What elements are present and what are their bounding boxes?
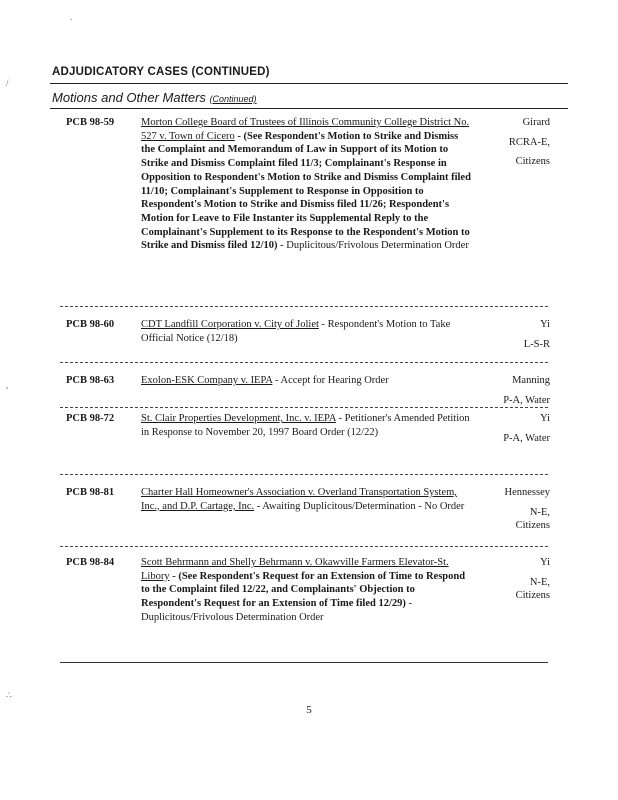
- case-divider: [60, 662, 548, 663]
- subsection-title-text: Motions and Other Matters: [52, 90, 206, 105]
- case-description: [141, 556, 473, 625]
- case-description: [141, 412, 473, 439]
- case-assignment: [472, 412, 550, 445]
- board-member: Hennessey: [504, 487, 550, 498]
- scan-mark: .: [70, 12, 73, 22]
- case-assignment: [472, 116, 550, 169]
- case-caption: Morton College Board of Trustees of Illinois Community College District No. 527 v. Town of Cicero: [141, 117, 470, 142]
- case-action: - Duplicitous/Frivolous Determination Order: [141, 598, 412, 623]
- case-description: [141, 374, 473, 388]
- case-caption: Scott Behrmann and Shelly Behrmann v. Okawville Farmers Elevator-St. Libory: [141, 557, 449, 582]
- board-member: Yi: [540, 319, 550, 330]
- case-description: [141, 116, 473, 253]
- case-action: - Duplicitous/Frivolous Determination Order: [277, 240, 469, 252]
- case-divider: [60, 362, 548, 363]
- subsection-title: [52, 90, 257, 105]
- case-divider: [60, 474, 548, 475]
- case-category-secondary: Citizens: [515, 590, 550, 602]
- case-action: - Respondent's Motion to Take Official Notice (12/18): [141, 319, 451, 344]
- case-description: [141, 318, 473, 345]
- subsection-continued: (Continued): [209, 94, 257, 104]
- case-number: PCB 98-84: [66, 557, 115, 568]
- case-motion: - (See Respondent's Motion to Strike and Dismiss the Complaint and Memorandum of Law in Support of its Motion to Strike and Dismiss Complaint filed 11/3; Complainant's Response in Opposition to Respondent's Motion to Strike and Dismiss Complaint filed 11/10; Complainant's Supplement to Response in Opposition to Respondent's Motion to Strike and Dismiss filed 11/26; Respondent's Motion for Leave to File Instanter its Supplemental Reply to the Complainant's Supplement to its Response to the Respondent's Motion to Strike and Dismiss filed 12/10): [141, 130, 471, 252]
- case-number: PCB 98-59: [66, 117, 115, 128]
- case-number: PCB 98-81: [66, 487, 115, 498]
- header-rule: [50, 83, 568, 84]
- scan-mark: ∴: [6, 690, 12, 700]
- case-number: PCB 98-72: [66, 413, 115, 424]
- subsection-rule: [50, 108, 568, 109]
- case-category: P-A, Water: [503, 394, 550, 406]
- board-member: Yi: [540, 413, 550, 424]
- case-divider: [60, 306, 548, 307]
- case-caption: CDT Landfill Corporation v. City of Joliet: [141, 319, 319, 330]
- case-number: PCB 98-63: [66, 375, 115, 386]
- case-category: L-S-R: [523, 338, 550, 350]
- scan-mark: ,: [6, 380, 9, 390]
- case-assignment: [472, 374, 550, 407]
- board-member: Yi: [540, 557, 550, 568]
- case-assignment: [472, 486, 550, 533]
- section-title: ADJUDICATORY CASES (CONTINUED): [52, 66, 270, 78]
- case-motion: - (See Respondent's Request for an Extension of Time to Respond to the Complaint filed 12/22, and Complainants' Objection to Respondent's Request for an Extension of Time filed 12/29): [141, 570, 466, 610]
- case-divider: [60, 546, 548, 547]
- case-category-secondary: Citizens: [515, 156, 550, 168]
- case-assignment: [472, 318, 550, 351]
- case-description: [141, 486, 473, 513]
- case-category: N-E,: [529, 576, 550, 588]
- case-caption: Charter Hall Homeowner's Association v. Overland Transportation System, Inc., and D.P. Cartage, Inc.: [141, 487, 457, 512]
- case-caption: Exolon-ESK Company v. IEPA: [141, 375, 273, 386]
- scan-mark: /: [6, 78, 9, 88]
- case-assignment: [472, 556, 550, 603]
- page-number: 5: [306, 704, 312, 716]
- board-member: Girard: [522, 117, 550, 128]
- case-category: N-E,: [529, 506, 550, 518]
- case-category-secondary: Citizens: [515, 520, 550, 532]
- case-divider: [60, 407, 548, 408]
- case-action: - Accept for Hearing Order: [272, 375, 389, 386]
- case-category: P-A, Water: [503, 432, 550, 444]
- case-action: - Awaiting Duplicitous/Determination - No Order: [254, 500, 465, 512]
- board-member: Manning: [512, 375, 550, 386]
- case-number: PCB 98-60: [66, 319, 115, 330]
- case-caption: St. Clair Properties Development, Inc. v. IEPA: [141, 413, 336, 424]
- case-category: RCRA-E,: [508, 136, 550, 148]
- case-action: - Petitioner's Amended Petition in Response to November 20, 1997 Board Order (12/22): [141, 413, 470, 438]
